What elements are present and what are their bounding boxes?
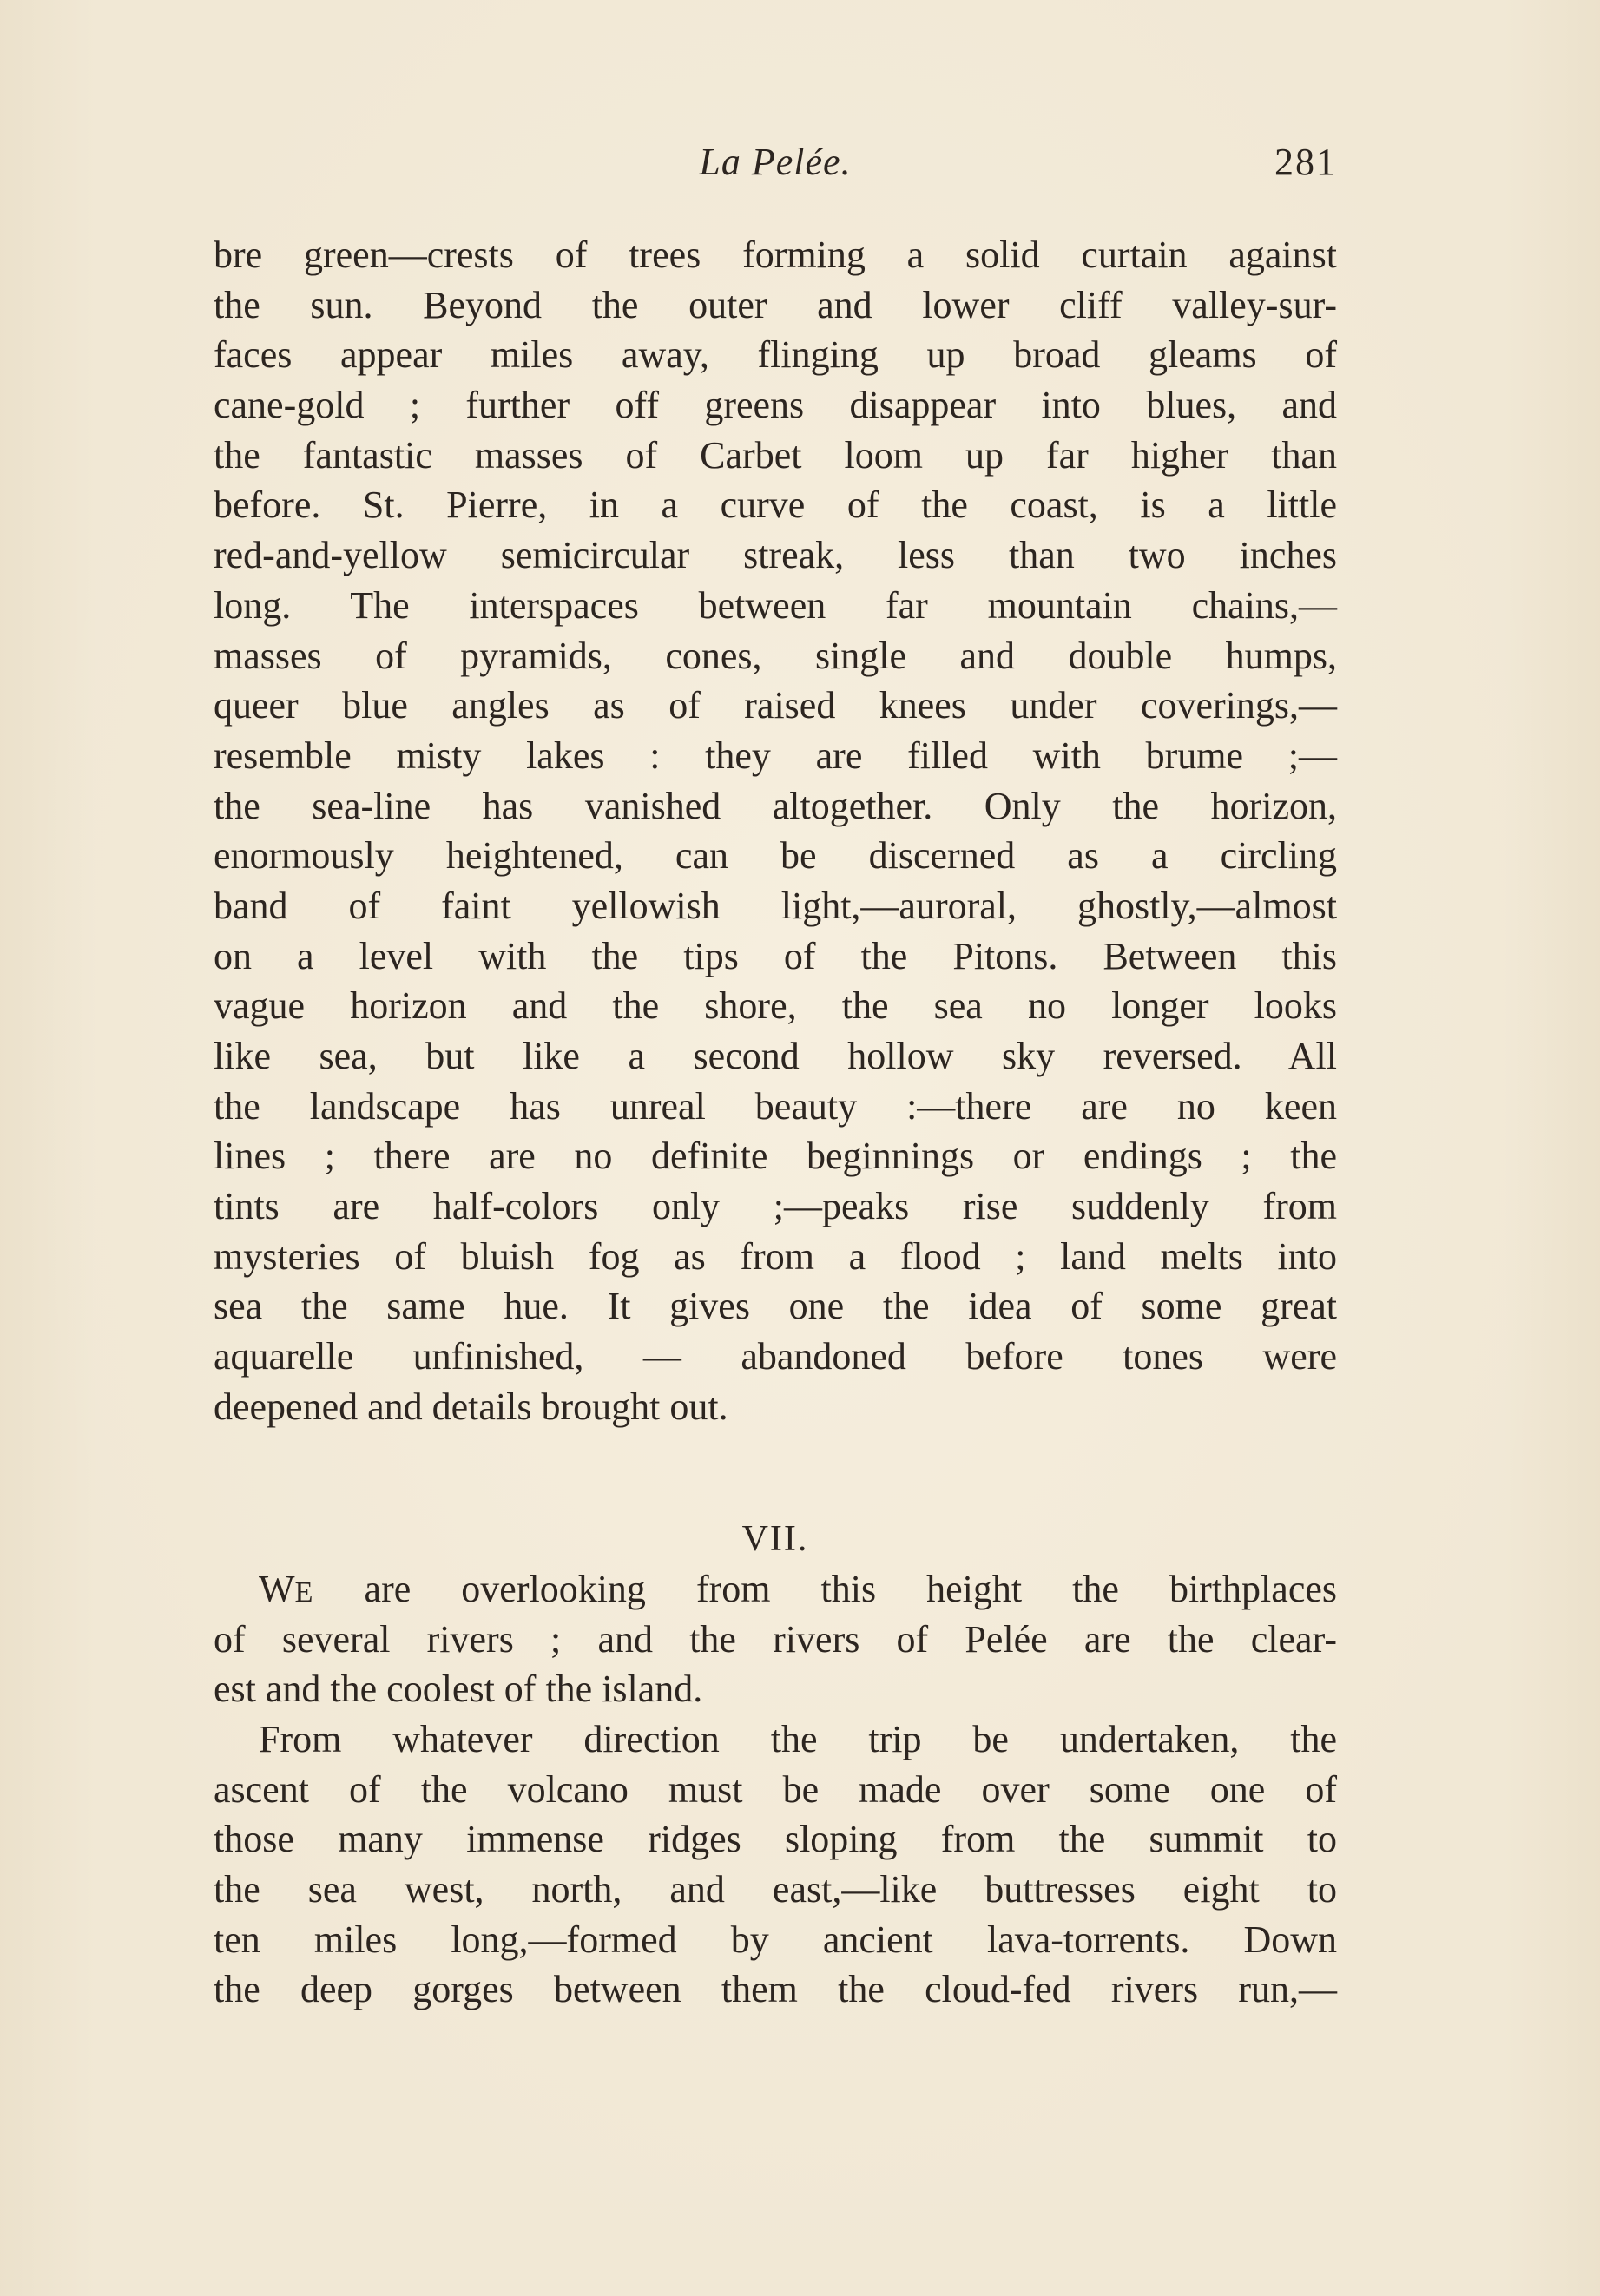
text-line: like sea, but like a second hollow sky reversed. All <box>214 1035 1337 1077</box>
text-line: faces appear miles away, flinging up broad gleams of <box>214 333 1337 377</box>
text-line: the landscape has unreal beauty :—there are no keen <box>214 1084 1337 1128</box>
paragraph-continuation <box>214 230 1337 1432</box>
text-line: cane-gold ; further off greens disappear into blues, and <box>214 384 1337 427</box>
text-line: From whatever direction the trip be undertaken, the <box>259 1718 1337 1760</box>
text-line: resemble misty lakes : they are filled with brume ;— <box>214 734 1337 777</box>
running-title: La Pelée. <box>699 141 852 183</box>
section-heading: VII. <box>741 1519 809 1559</box>
paragraph <box>214 1714 1337 2015</box>
text-line: enormously heightened, can be discerned as a circling <box>214 834 1337 878</box>
text-line: the fantastic masses of Carbet loom up far higher than <box>214 433 1337 477</box>
text-line: red-and-yellow semicircular streak, less than two inches <box>214 534 1337 577</box>
text-line: vague horizon and the shore, the sea no longer looks <box>214 984 1337 1028</box>
text-line: the sun. Beyond the outer and lower cliff valley-sur- <box>214 283 1337 326</box>
text-line: mysteries of bluish fog as from a flood ; land melts into <box>214 1234 1337 1278</box>
text-line: masses of pyramids, cones, single and double humps, <box>214 634 1337 677</box>
text-line: the sea west, north, and east,—like buttresses eight to <box>214 1868 1337 1911</box>
text-line-first <box>214 1564 1337 1615</box>
text-line: deepened and details brought out. <box>214 1385 728 1428</box>
page-number: 281 <box>1274 141 1337 183</box>
text-line: of several rivers ; and the rivers of Pelée are the clear- <box>214 1617 1337 1661</box>
text-line: ascent of the volcano must be made over some one of <box>214 1767 1337 1811</box>
text-line: aquarelle unfinished, — abandoned before tones were <box>214 1335 1337 1378</box>
text-line: those many immense ridges sloping from the summit to <box>214 1818 1337 1861</box>
running-head <box>214 135 1337 190</box>
text-line: tints are half-colors only ;—peaks rise suddenly from <box>214 1185 1337 1228</box>
text-line: the sea-line has vanished altogether. Only the horizon, <box>214 784 1337 827</box>
text-line: the deep gorges between them the cloud-fed rivers run,— <box>214 1968 1337 2011</box>
text-line: band of faint yellowish light,—auroral, ghostly,—almost <box>214 884 1337 927</box>
paragraph-opening <box>214 1564 1337 1714</box>
opening-small-cap: E <box>294 1576 314 1609</box>
text-line: est and the coolest of the island. <box>214 1668 703 1711</box>
text-line: queer blue angles as of raised knees under coverings,— <box>214 684 1337 727</box>
text-line: on a level with the tips of the Pitons. Between this <box>214 934 1337 977</box>
text-line: sea the same hue. It gives one the idea of some great <box>214 1285 1337 1328</box>
text-line: before. St. Pierre, in a curve of the coast, is a little <box>214 484 1337 527</box>
opening-capital: W <box>259 1568 295 1610</box>
text-line: bre green—crests of trees forming a solid curtain against <box>214 234 1337 276</box>
text-line: ten miles long,—formed by ancient lava-torrents. Down <box>214 1918 1337 1961</box>
first-line-text: are overlooking from this height the birthplaces <box>313 1568 1337 1610</box>
text-line: long. The interspaces between far mountain chains,— <box>214 583 1337 627</box>
text-line: lines ; there are no definite beginnings or endings ; the <box>214 1135 1337 1178</box>
